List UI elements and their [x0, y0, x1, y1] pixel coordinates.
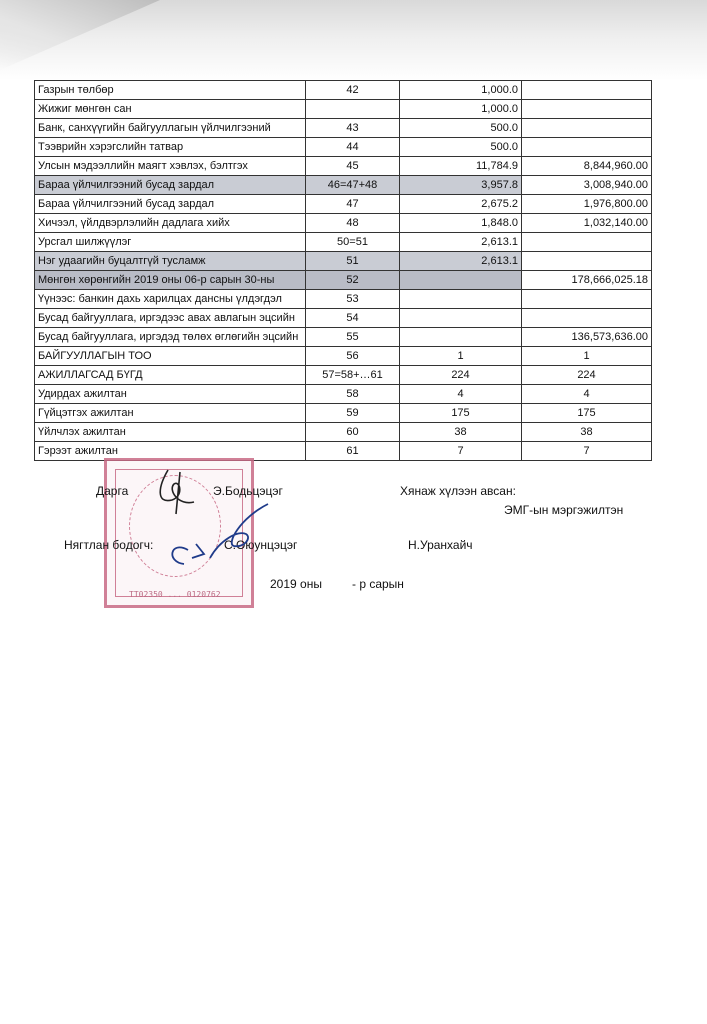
- row-value-1: 2,613.1: [400, 233, 522, 252]
- table-row: [35, 233, 652, 252]
- table-row: [35, 328, 652, 347]
- row-value-1: 1,000.0: [400, 81, 522, 100]
- row-code: 44: [306, 138, 400, 157]
- row-label: Тээврийн хэрэгслийн татвар: [35, 138, 306, 157]
- table-row: [35, 271, 652, 290]
- row-value-2: 38: [522, 423, 652, 442]
- row-value-2: 4: [522, 385, 652, 404]
- row-value-2: [522, 100, 652, 119]
- report-table-body: [35, 81, 652, 461]
- table-row: [35, 347, 652, 366]
- row-value-1: 175: [400, 404, 522, 423]
- row-label: Жижиг мөнгөн сан: [35, 100, 306, 119]
- accountant-signature: [150, 500, 280, 580]
- row-code: 60: [306, 423, 400, 442]
- row-value-2: 136,573,636.00: [522, 328, 652, 347]
- row-code: 52: [306, 271, 400, 290]
- row-value-2: 1: [522, 347, 652, 366]
- row-value-2: 8,844,960.00: [522, 157, 652, 176]
- row-value-1: 1,848.0: [400, 214, 522, 233]
- row-value-1: [400, 309, 522, 328]
- row-label: Гэрээт ажилтан: [35, 442, 306, 461]
- row-label: Үйлчлэх ажилтан: [35, 423, 306, 442]
- row-label: Нэг удаагийн буцалтгүй тусламж: [35, 252, 306, 271]
- row-value-2: 1,976,800.00: [522, 195, 652, 214]
- row-code: [306, 100, 400, 119]
- row-label: Удирдах ажилтан: [35, 385, 306, 404]
- row-code: 53: [306, 290, 400, 309]
- row-code: 55: [306, 328, 400, 347]
- row-label: Улсын мэдээллийн маягт хэвлэх, бэлтгэх: [35, 157, 306, 176]
- director-title: Дарга: [96, 484, 129, 498]
- row-value-1: [400, 328, 522, 347]
- table-row: [35, 290, 652, 309]
- reviewed-label: Хянаж хүлээн авсан:: [400, 484, 516, 498]
- accountant-title: Нягтлан бодогч:: [64, 538, 154, 552]
- row-value-1: 4: [400, 385, 522, 404]
- row-value-2: [522, 138, 652, 157]
- row-code: 54: [306, 309, 400, 328]
- row-value-1: 2,675.2: [400, 195, 522, 214]
- row-code: 45: [306, 157, 400, 176]
- row-value-1: 224: [400, 366, 522, 385]
- row-label: БАЙГУУЛЛАГЫН ТОО: [35, 347, 306, 366]
- row-value-2: [522, 119, 652, 138]
- table-row: [35, 423, 652, 442]
- row-value-2: 175: [522, 404, 652, 423]
- row-label: Бусад байгууллага, иргэдээс авах авлагын эцсийн: [35, 309, 306, 328]
- table-row: [35, 176, 652, 195]
- row-value-1: 38: [400, 423, 522, 442]
- row-value-1: [400, 290, 522, 309]
- row-value-1: 500.0: [400, 119, 522, 138]
- row-label: АЖИЛЛАГСАД БҮГД: [35, 366, 306, 385]
- row-value-2: [522, 252, 652, 271]
- table-row: [35, 309, 652, 328]
- row-label: Мөнгөн хөрөнгийн 2019 оны 06-р сарын 30-ны: [35, 271, 306, 290]
- row-value-2: 7: [522, 442, 652, 461]
- director-name: Э.Бодьцэцэг: [213, 484, 283, 498]
- date-line-month: - р сарын: [352, 577, 404, 591]
- row-value-2: [522, 81, 652, 100]
- row-value-2: 178,666,025.18: [522, 271, 652, 290]
- row-value-1: 7: [400, 442, 522, 461]
- row-code: 48: [306, 214, 400, 233]
- table-row: [35, 252, 652, 271]
- row-label: Газрын төлбөр: [35, 81, 306, 100]
- row-label: Банк, санхүүгийн байгууллагын үйлчилгээний: [35, 119, 306, 138]
- table-row: [35, 157, 652, 176]
- reviewer-name: Н.Уранхайч: [408, 538, 473, 552]
- row-value-2: [522, 290, 652, 309]
- table-row: [35, 138, 652, 157]
- row-label: Бараа үйлчилгээний бусад зардал: [35, 195, 306, 214]
- row-code: 59: [306, 404, 400, 423]
- row-code: 50=51: [306, 233, 400, 252]
- table-row: [35, 81, 652, 100]
- table-row: [35, 195, 652, 214]
- table-row: [35, 366, 652, 385]
- table-row: [35, 119, 652, 138]
- row-value-2: 3,008,940.00: [522, 176, 652, 195]
- row-code: 42: [306, 81, 400, 100]
- row-value-2: [522, 233, 652, 252]
- financial-report-table: [34, 80, 652, 461]
- row-value-1: [400, 271, 522, 290]
- row-code: 58: [306, 385, 400, 404]
- table-row: [35, 100, 652, 119]
- row-value-1: 11,784.9: [400, 157, 522, 176]
- stamp-code: ТТ02350 ... 0120762: [129, 590, 221, 599]
- row-code: 61: [306, 442, 400, 461]
- row-value-2: 224: [522, 366, 652, 385]
- accountant-name: С.Оюунцэцэг: [224, 538, 298, 552]
- row-code: 46=47+48: [306, 176, 400, 195]
- row-code: 47: [306, 195, 400, 214]
- row-value-1: 1,000.0: [400, 100, 522, 119]
- row-label: Үүнээс: банкин дахь харилцах дансны үлдэгдэл: [35, 290, 306, 309]
- reviewer-title: ЭМГ-ын мэргэжилтэн: [504, 503, 624, 517]
- table-row: [35, 404, 652, 423]
- row-label: Гүйцэтгэх ажилтан: [35, 404, 306, 423]
- row-label: Урсгал шилжүүлэг: [35, 233, 306, 252]
- date-line-year: 2019 оны: [270, 577, 322, 591]
- row-value-2: [522, 309, 652, 328]
- table-row: [35, 214, 652, 233]
- row-value-1: 500.0: [400, 138, 522, 157]
- row-value-1: 3,957.8: [400, 176, 522, 195]
- row-code: 51: [306, 252, 400, 271]
- row-value-1: 1: [400, 347, 522, 366]
- row-value-1: 2,613.1: [400, 252, 522, 271]
- row-label: Бусад байгууллага, иргэдэд төлөх өглөгийн эцсийн: [35, 328, 306, 347]
- row-label: Хичээл, үйлдвэрлэлийн дадлага хийх: [35, 214, 306, 233]
- row-value-2: 1,032,140.00: [522, 214, 652, 233]
- row-label: Бараа үйлчилгээний бусад зардал: [35, 176, 306, 195]
- row-code: 57=58+…61: [306, 366, 400, 385]
- row-code: 43: [306, 119, 400, 138]
- table-row: [35, 385, 652, 404]
- row-code: 56: [306, 347, 400, 366]
